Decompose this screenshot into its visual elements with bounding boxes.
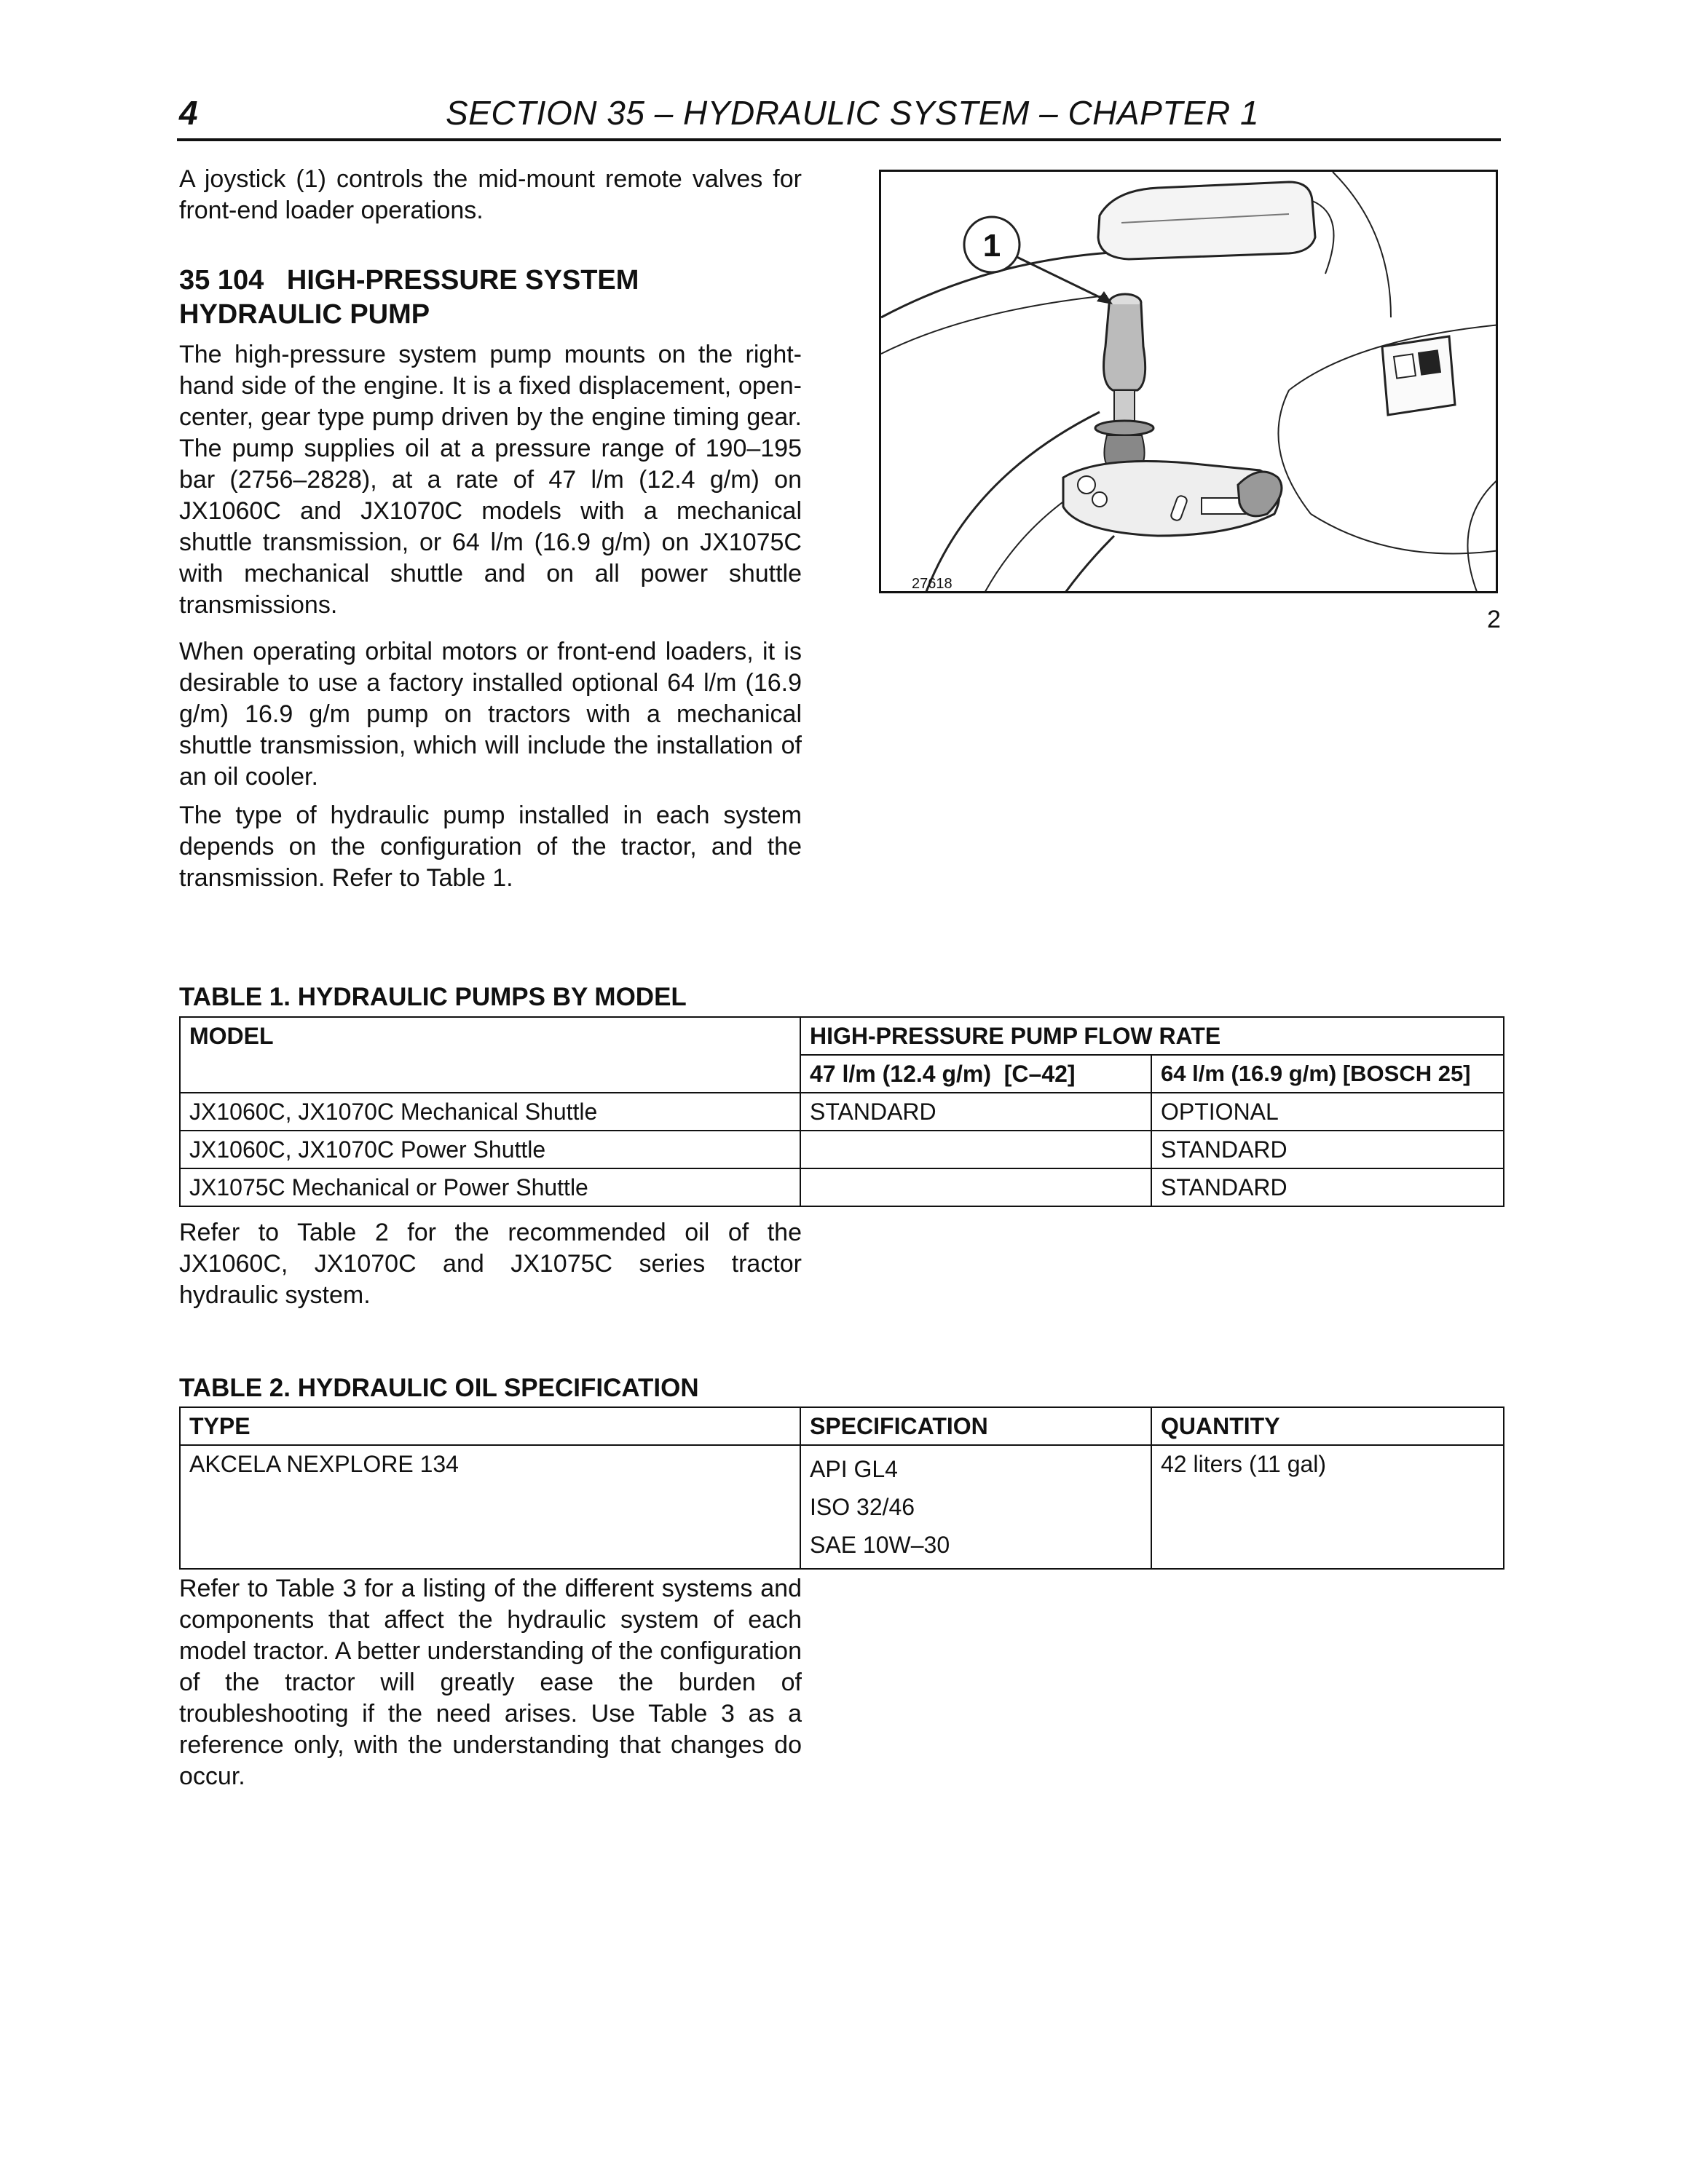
section-heading-line2: HYDRAULIC PUMP: [179, 299, 430, 330]
page-number: 4: [179, 94, 198, 132]
table2-caption: TABLE 2. HYDRAULIC OIL SPECIFICATION: [179, 1374, 699, 1402]
header-rule: [177, 138, 1501, 141]
closing-block: [179, 1573, 802, 1792]
table1-subheader-47: 47 l/m (12.4 g/m) [C–42]: [800, 1055, 1151, 1093]
table1-subheader-64: 64 l/m (16.9 g/m) [BOSCH 25]: [1151, 1055, 1504, 1093]
table-row: [180, 1445, 1504, 1569]
table1-caption: TABLE 1. HYDRAULIC PUMPS BY MODEL: [179, 983, 687, 1011]
table1-header-flow: HIGH-PRESSURE PUMP FLOW RATE: [800, 1017, 1504, 1055]
section-paragraph-3: The type of hydraulic pump installed in each system depends on the configuration of the tractor, and the transmission. Refer to Table 1.: [179, 802, 802, 892]
intro-paragraph: A joystick (1) controls the mid-mount remote valves for front-end loader operations.: [179, 165, 802, 224]
table1-cell-47: [800, 1131, 1151, 1168]
table1-cell-47: STANDARD: [800, 1093, 1151, 1131]
table1-cell-model: JX1060C, JX1070C Power Shuttle: [180, 1131, 800, 1168]
table1-cell-64: STANDARD: [1151, 1168, 1504, 1206]
figure-image-id: 27618: [912, 576, 953, 592]
table2-intro-block: [179, 1217, 802, 1311]
section-heading-line1: 35 104 HIGH-PRESSURE SYSTEM: [179, 265, 639, 296]
closing-paragraph: Refer to Table 3 for a listing of the different systems and components that affect the hydraulic system of each model tractor. A better understanding of the configuration of the tractor will greatly ease the burden of troubleshooting if the need arises. Use Table 3 as a reference only, with the understanding that changes do occur.: [179, 1575, 802, 1790]
table2-cell-type: AKCELA NEXPLORE 134: [180, 1445, 800, 1569]
table2-intro-paragraph: Refer to Table 2 for the recommended oil of the JX1060C, JX1070C and JX1075C series tractor hydraulic system.: [179, 1219, 802, 1309]
section-paragraph-1: The high-pressure system pump mounts on the right-hand side of the engine. It is a fixed displacement, open-center, gear type pump driven by the engine timing gear. The pump supplies oil at a pressure range of 190–195 bar (2756–2828), at a rate of 47 l/m (12.4 g/m) on JX1060C and JX1070C models with a mechanical shuttle transmission, or 64 l/m (16.9 g/m) on JX1075C with mechanical shuttle and on all power shuttle transmissions.: [179, 341, 802, 619]
table2-cell-spec: [800, 1445, 1151, 1569]
section-heading: [179, 264, 802, 332]
intro-block: [179, 164, 802, 226]
table-row: [180, 1093, 1504, 1131]
table1-cell-model: JX1075C Mechanical or Power Shuttle: [180, 1168, 800, 1206]
joystick-figure: [879, 170, 1498, 593]
table1-pumps-by-model: [179, 1016, 1504, 1207]
spec-line: ISO 32/46: [810, 1494, 915, 1520]
table1-cell-model: JX1060C, JX1070C Mechanical Shuttle: [180, 1093, 800, 1131]
table2-header-spec: SPECIFICATION: [800, 1407, 1151, 1445]
table2-oil-specification: [179, 1406, 1504, 1570]
table1-cell-64: OPTIONAL: [1151, 1093, 1504, 1131]
spec-line: SAE 10W–30: [810, 1532, 950, 1558]
table-row: [180, 1168, 1504, 1206]
table1-cell-47: [800, 1168, 1151, 1206]
joystick-illustration: [881, 172, 1498, 593]
table2-header-quantity: QUANTITY: [1151, 1407, 1504, 1445]
section-block: [179, 264, 802, 894]
table1-header-model: MODEL: [180, 1017, 800, 1093]
spec-line: API GL4: [810, 1456, 898, 1482]
table2-header-type: TYPE: [180, 1407, 800, 1445]
table-row: [180, 1131, 1504, 1168]
callout-label: 1: [982, 228, 1001, 264]
section-title: SECTION 35 – HYDRAULIC SYSTEM – CHAPTER 1: [446, 94, 1260, 132]
figure-number: 2: [1487, 606, 1501, 633]
table1-cell-64: STANDARD: [1151, 1131, 1504, 1168]
table2-cell-quantity: 42 liters (11 gal): [1151, 1445, 1504, 1569]
section-paragraph-2: When operating orbital motors or front-end loaders, it is desirable to use a factory installed optional 64 l/m (16.9 g/m) 16.9 g/m pump on tractors with a mechanical shuttle transmission, which will include the installation of an oil cooler.: [179, 638, 802, 791]
